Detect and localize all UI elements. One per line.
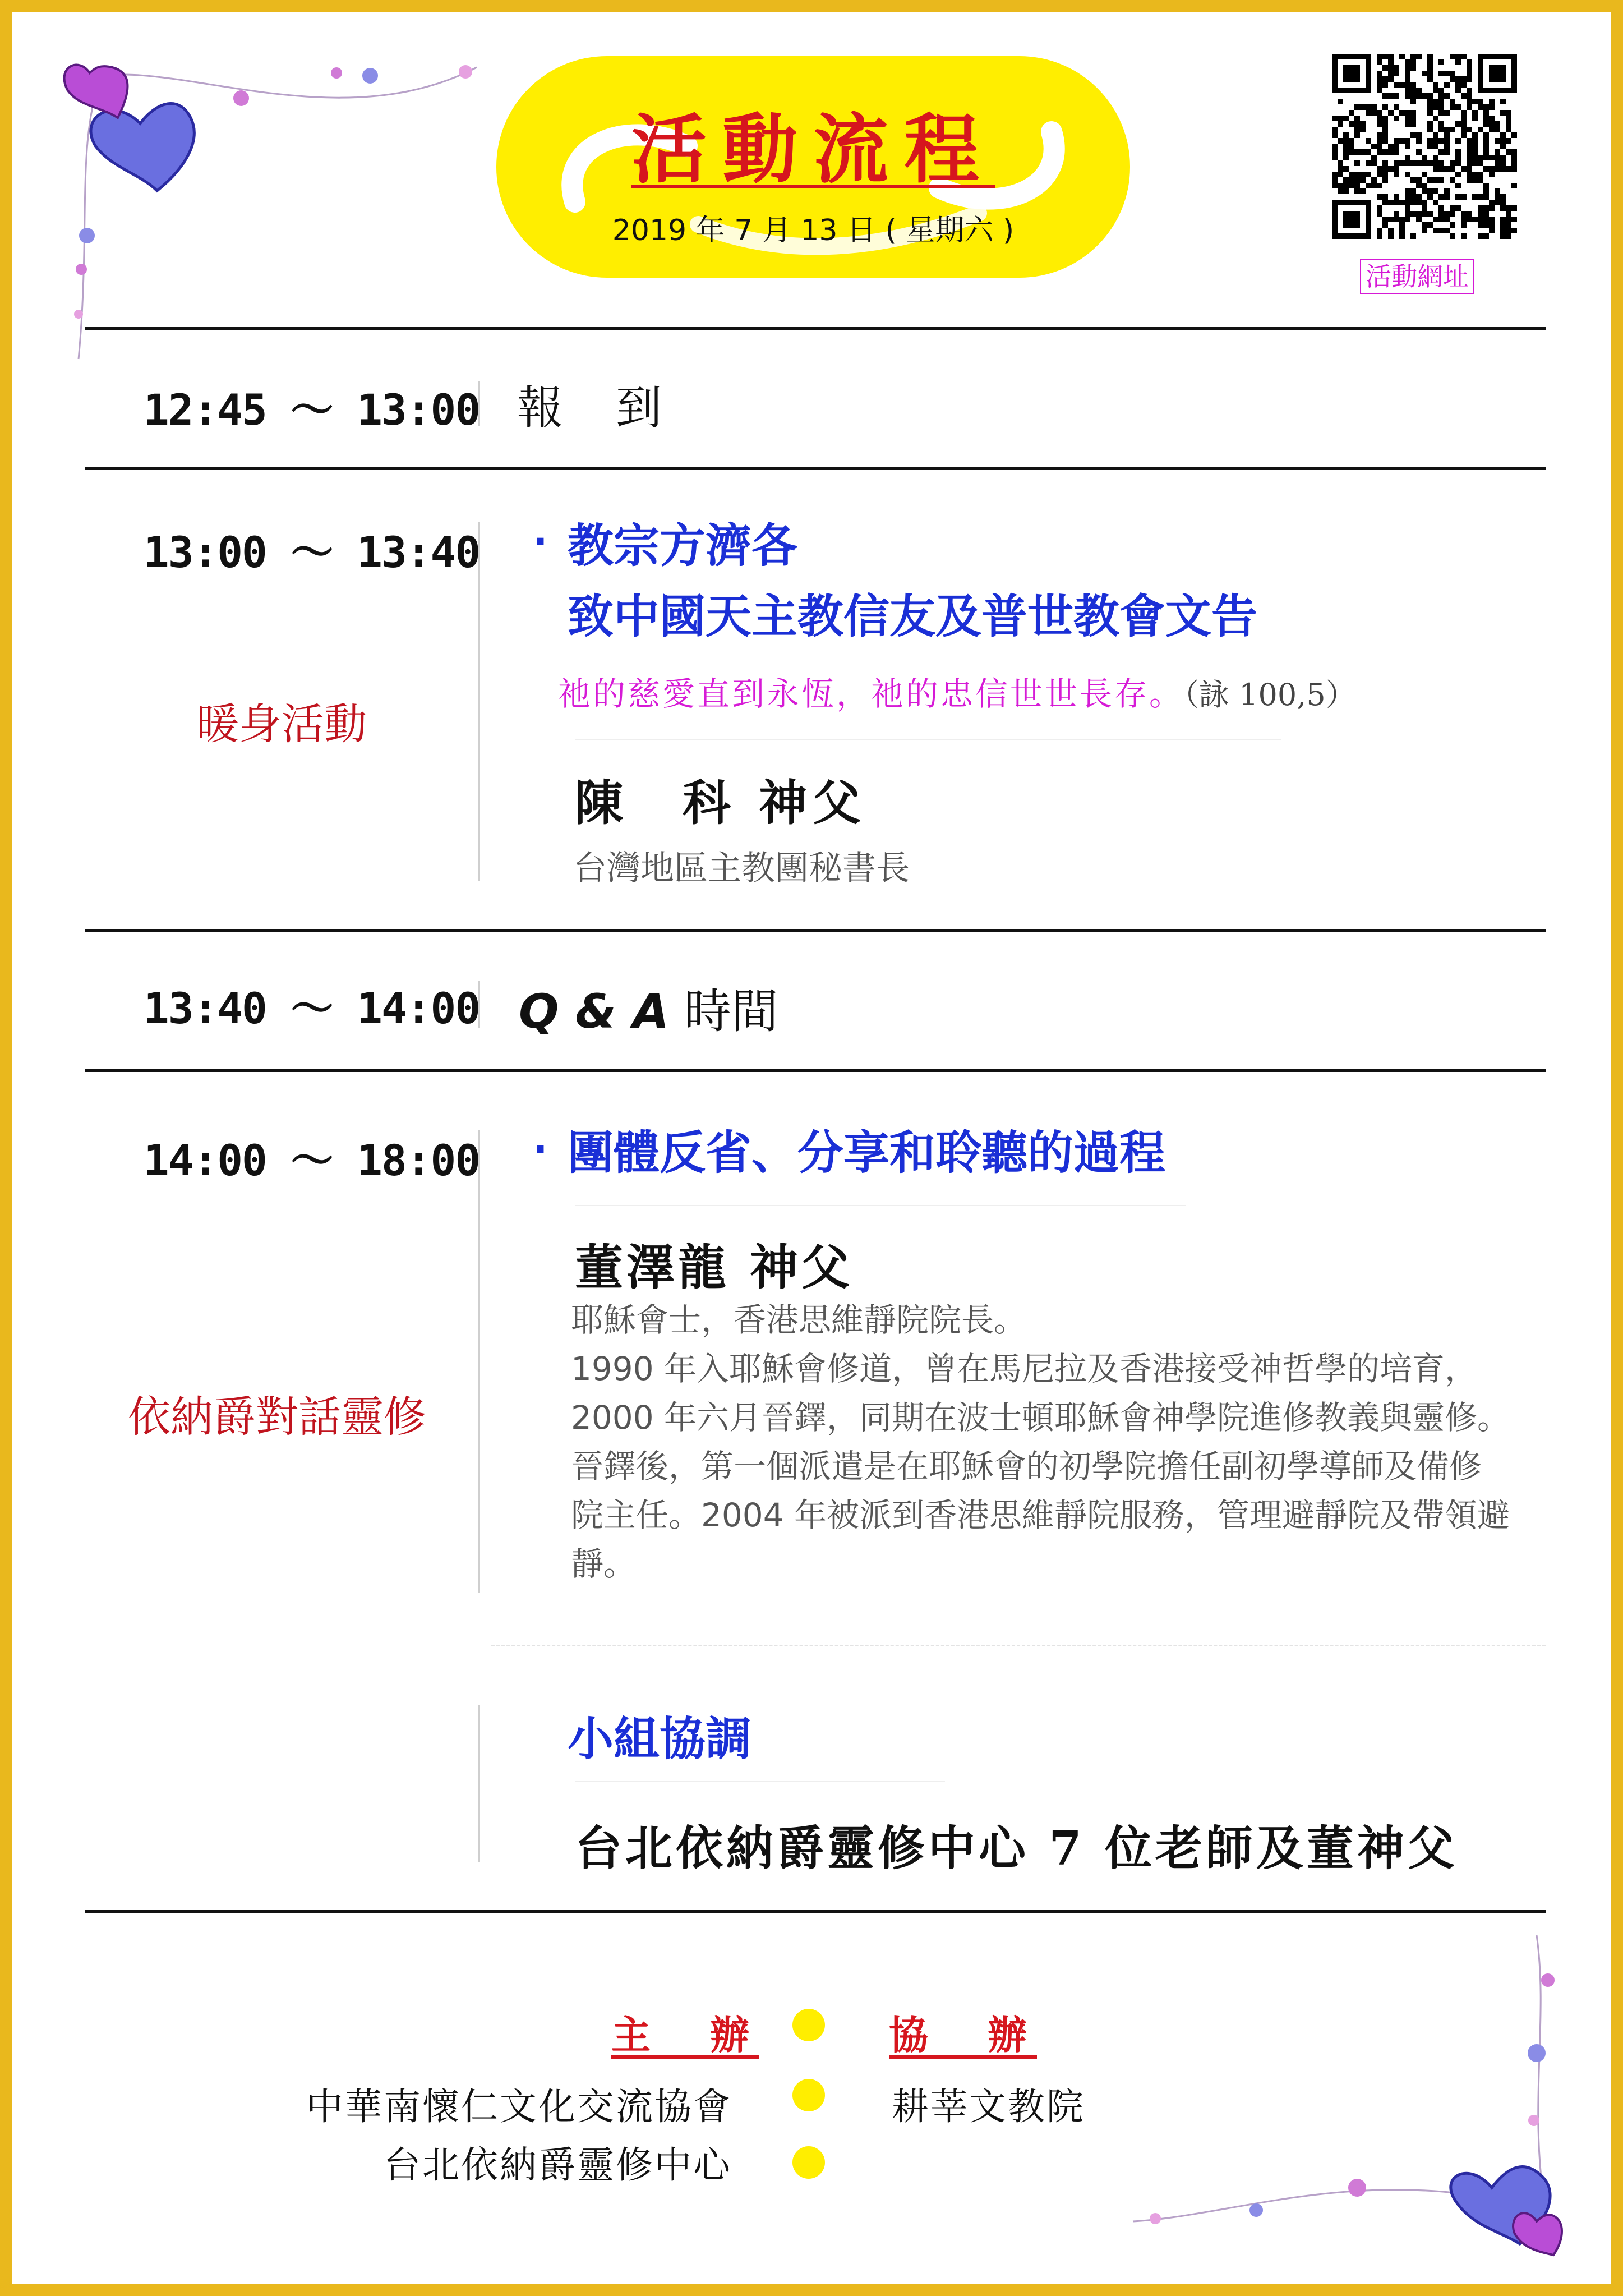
bullet-dot bbox=[792, 2146, 825, 2179]
quote-reference: （詠 100,5） bbox=[1184, 677, 1356, 712]
divider bbox=[85, 929, 1546, 932]
qa-title bbox=[519, 974, 778, 1042]
divider bbox=[85, 1069, 1546, 1072]
time-slot-registration: 12:45 ～ 13:00 bbox=[144, 385, 480, 435]
divider bbox=[85, 467, 1546, 470]
speaker-name: 董澤龍 神父 bbox=[575, 1239, 853, 1296]
session-title: 團體反省、分享和聆聽的過程 bbox=[568, 1126, 1166, 1180]
dashed-divider bbox=[491, 1645, 1546, 1646]
thin-divider bbox=[575, 739, 1281, 740]
event-website-label[interactable]: 活動網址 bbox=[1360, 259, 1474, 294]
time-slot-warmup: 13:00 ～ 13:40 bbox=[144, 527, 480, 577]
quote-text: 祂的慈愛直到永恆，祂的忠信世世長存。 bbox=[558, 675, 1184, 713]
speaker-bio bbox=[571, 1296, 1513, 1589]
divider bbox=[85, 327, 1546, 330]
session-title-line1: 教宗方濟各 bbox=[568, 519, 798, 573]
speaker-title: 台灣地區主教團秘書長 bbox=[573, 849, 910, 888]
group-members: 台北依納爵靈修中心 7 位老師及董神父 bbox=[575, 1820, 1458, 1876]
time-slot-qa: 13:40 ～ 14:00 bbox=[144, 983, 480, 1033]
time-slot-main-session: 14:00 ～ 18:00 bbox=[144, 1135, 480, 1185]
qa-title-em: Q & A bbox=[519, 984, 670, 1039]
qa-title-rest: 時間 bbox=[669, 984, 778, 1039]
thin-divider bbox=[575, 1205, 1186, 1206]
session-label-ignatian: 依納爵對話靈修 bbox=[128, 1392, 426, 1442]
bullet-dot bbox=[792, 2009, 825, 2041]
coorganizer-heading: 協 辦 bbox=[889, 2012, 1037, 2058]
bio-paragraph: 1990 年入耶穌會修道，曾在馬尼拉及香港接受神哲學的培育，2000 年六月晉鐸，同期在波士頓耶穌會神學院進修教義與靈修。晉鐸後，第一個派遣是在耶穌會的初學院擔任副初學導師及備修院主任。2004 年被派到香港思維靜院服務，管理避靜院及帶領避靜。 bbox=[571, 1350, 1510, 1583]
divider bbox=[85, 1910, 1546, 1913]
page-title: 活動流程 bbox=[631, 106, 995, 194]
speaker-name: 陳 科 神父 bbox=[575, 775, 866, 831]
thin-divider bbox=[575, 1781, 945, 1782]
bullet-icon: · bbox=[533, 1126, 548, 1172]
registration-title: 報 到 bbox=[517, 381, 666, 435]
session-title-line2: 致中國天主教信友及普世教會文告 bbox=[568, 590, 1258, 643]
bio-line: 耶穌會士，香港思維靜院院長。 bbox=[571, 1301, 1027, 1339]
organizer-name: 中華南懷仁文化交流協會 bbox=[306, 2085, 732, 2128]
bullet-dot bbox=[792, 2079, 825, 2111]
session-label-warmup: 暖身活動 bbox=[196, 699, 367, 749]
qr-code[interactable] bbox=[1332, 54, 1517, 239]
bullet-icon: · bbox=[533, 519, 548, 565]
heart-flourish-decoration-bottom-right bbox=[1122, 1924, 1570, 2261]
page-title-wrap bbox=[617, 90, 1009, 197]
organizer-name: 台北依納爵靈修中心 bbox=[384, 2143, 732, 2187]
heart-flourish-decoration-top-left bbox=[56, 45, 505, 381]
coorganizer-name: 耕莘文教院 bbox=[892, 2085, 1085, 2128]
column-divider bbox=[478, 1705, 480, 1862]
organizer-heading: 主 辦 bbox=[611, 2012, 759, 2058]
event-date: 2019 年 7 月 13 日 ( 星期六 ) bbox=[612, 214, 1015, 247]
column-divider bbox=[478, 1130, 480, 1593]
scripture-quote bbox=[558, 668, 1356, 715]
group-coordination-title: 小組協調 bbox=[568, 1713, 752, 1766]
